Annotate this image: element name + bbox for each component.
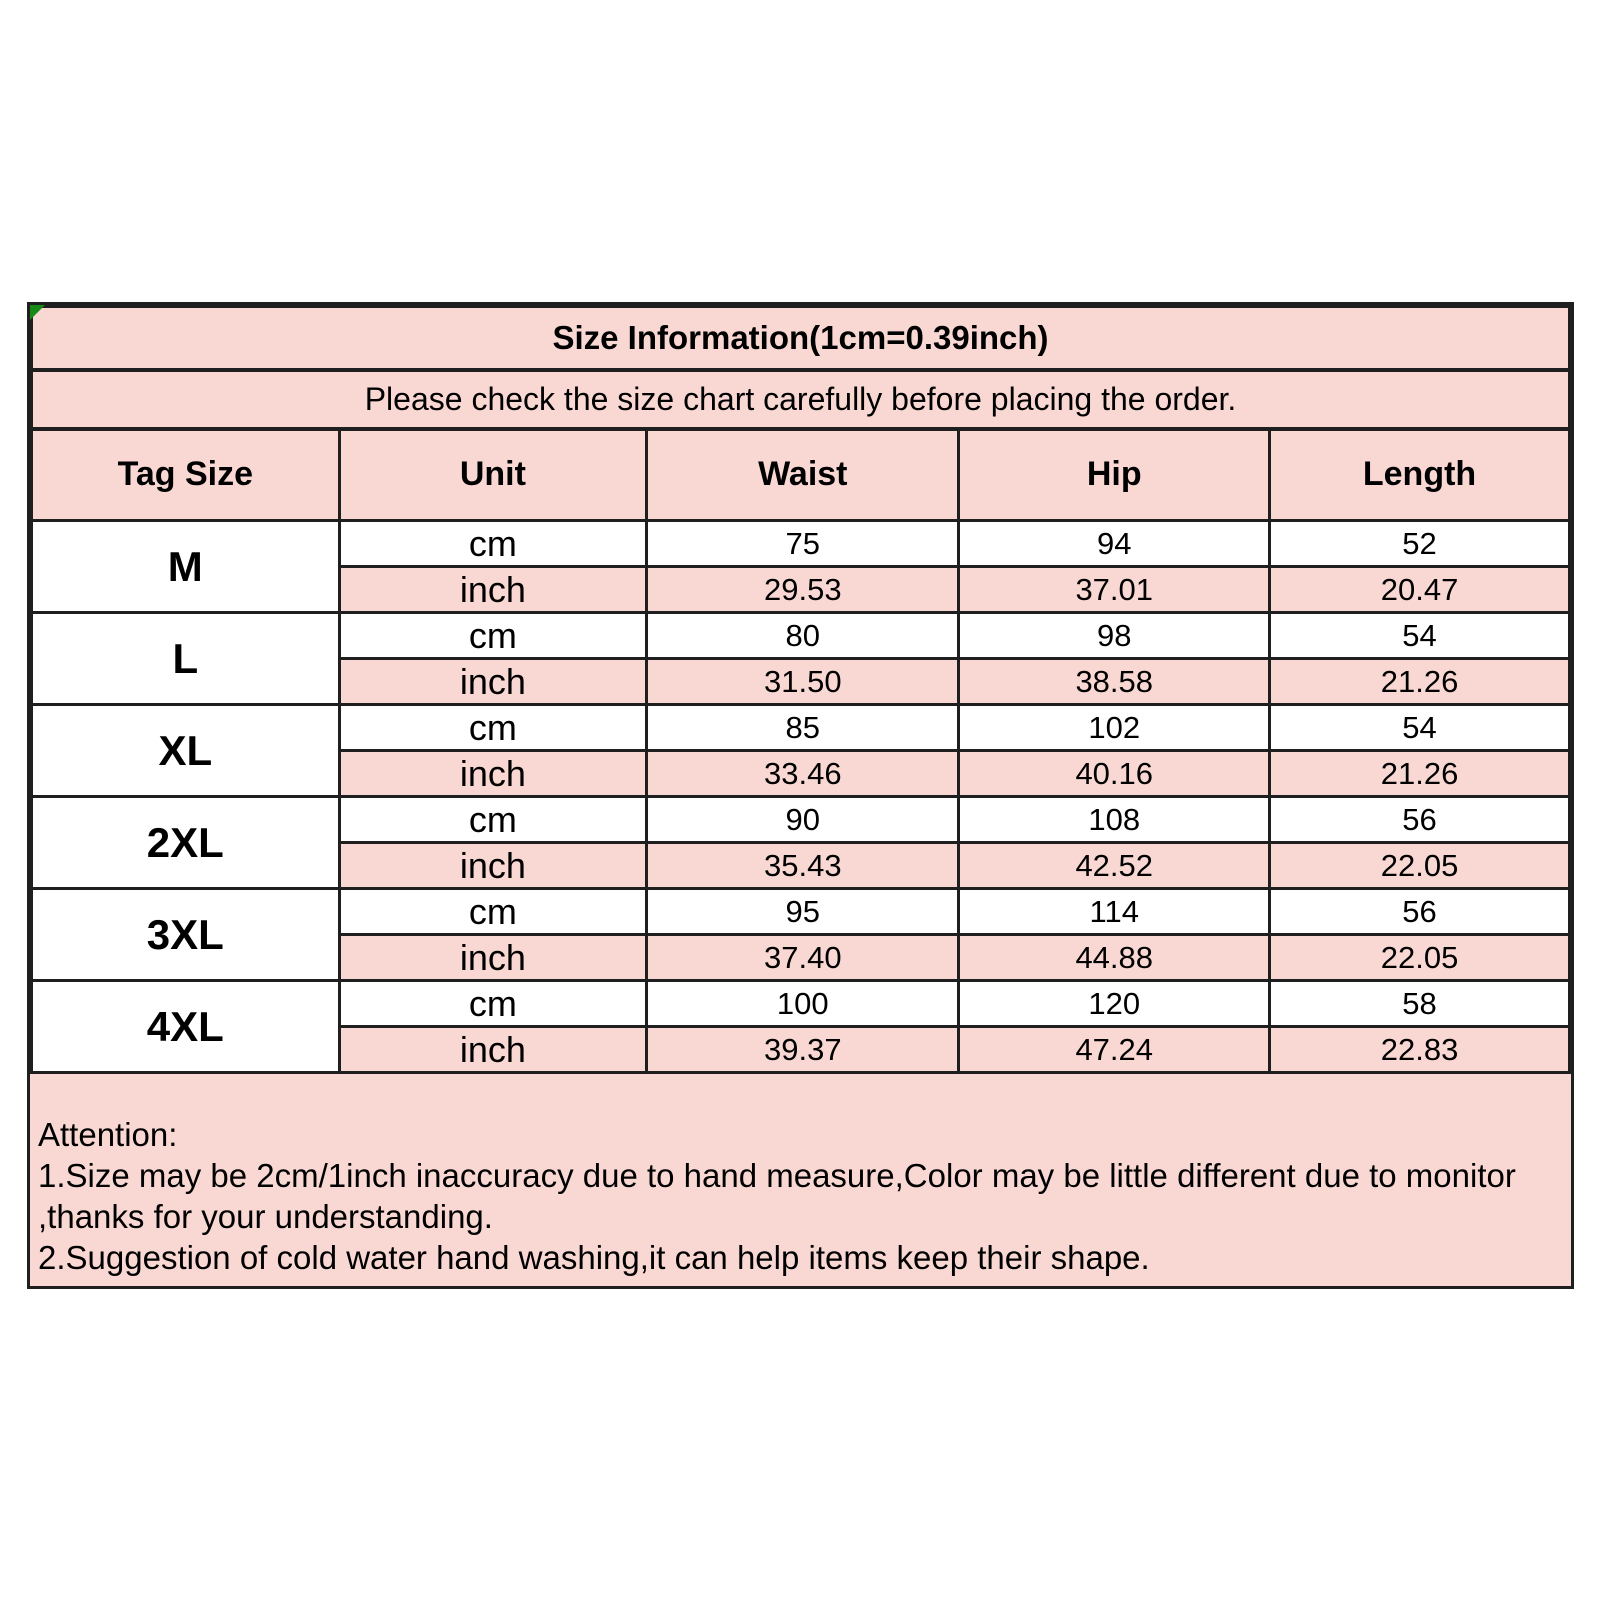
table-row-l-cm: [32, 613, 1570, 659]
unit-cell: cm: [339, 981, 647, 1027]
column-header-tag-size: Tag Size: [32, 429, 340, 521]
unit-cell: inch: [339, 659, 647, 705]
tag-size-cell: 3XL: [32, 889, 340, 981]
waist-value: 31.50: [647, 659, 959, 705]
table-title: Size Information(1cm=0.39inch): [32, 307, 1570, 370]
hip-value: 102: [959, 705, 1270, 751]
column-header-waist: Waist: [647, 429, 959, 521]
unit-cell: cm: [339, 889, 647, 935]
green-corner-marker-icon: [30, 305, 45, 320]
size-chart-table: [30, 305, 1571, 1074]
table-row-3xl-cm: [32, 889, 1570, 935]
column-header-unit: Unit: [339, 429, 647, 521]
waist-value: 29.53: [647, 567, 959, 613]
waist-value: 100: [647, 981, 959, 1027]
table-title-row: [32, 307, 1570, 370]
table-subtitle-row: [32, 370, 1570, 429]
hip-value: 47.24: [959, 1027, 1270, 1073]
attention-line-1: 1.Size may be 2cm/1inch inaccuracy due to hand measure,Color may be little different due to monitor: [38, 1157, 1516, 1194]
unit-cell: inch: [339, 1027, 647, 1073]
waist-value: 80: [647, 613, 959, 659]
unit-cell: inch: [339, 935, 647, 981]
tag-size-cell: L: [32, 613, 340, 705]
length-value: 20.47: [1270, 567, 1570, 613]
hip-value: 38.58: [959, 659, 1270, 705]
length-value: 52: [1270, 521, 1570, 567]
hip-value: 44.88: [959, 935, 1270, 981]
waist-value: 90: [647, 797, 959, 843]
length-value: 22.05: [1270, 935, 1570, 981]
length-value: 22.05: [1270, 843, 1570, 889]
length-value: 22.83: [1270, 1027, 1570, 1073]
attention-line-3: 2.Suggestion of cold water hand washing,it can help items keep their shape.: [38, 1239, 1150, 1276]
unit-cell: cm: [339, 705, 647, 751]
waist-value: 75: [647, 521, 959, 567]
waist-value: 39.37: [647, 1027, 959, 1073]
waist-value: 95: [647, 889, 959, 935]
unit-cell: cm: [339, 797, 647, 843]
hip-value: 98: [959, 613, 1270, 659]
length-value: 21.26: [1270, 659, 1570, 705]
waist-value: 85: [647, 705, 959, 751]
attention-note: [30, 1074, 1571, 1286]
table-subtitle: Please check the size chart carefully before placing the order.: [32, 370, 1570, 429]
hip-value: 37.01: [959, 567, 1270, 613]
unit-cell: inch: [339, 567, 647, 613]
hip-value: 94: [959, 521, 1270, 567]
table-row-m-cm: [32, 521, 1570, 567]
table-header-row: [32, 429, 1570, 521]
table-row-2xl-cm: [32, 797, 1570, 843]
column-header-length: Length: [1270, 429, 1570, 521]
tag-size-cell: M: [32, 521, 340, 613]
table-row-xl-cm: [32, 705, 1570, 751]
column-header-hip: Hip: [959, 429, 1270, 521]
hip-value: 114: [959, 889, 1270, 935]
hip-value: 40.16: [959, 751, 1270, 797]
table-row-4xl-cm: [32, 981, 1570, 1027]
length-value: 58: [1270, 981, 1570, 1027]
unit-cell: inch: [339, 843, 647, 889]
unit-cell: cm: [339, 613, 647, 659]
attention-line-2: ,thanks for your understanding.: [38, 1198, 493, 1235]
waist-value: 37.40: [647, 935, 959, 981]
tag-size-cell: XL: [32, 705, 340, 797]
length-value: 56: [1270, 797, 1570, 843]
waist-value: 35.43: [647, 843, 959, 889]
hip-value: 42.52: [959, 843, 1270, 889]
unit-cell: cm: [339, 521, 647, 567]
waist-value: 33.46: [647, 751, 959, 797]
attention-heading: Attention:: [38, 1116, 178, 1153]
length-value: 56: [1270, 889, 1570, 935]
size-chart-sheet: [27, 302, 1574, 1289]
length-value: 54: [1270, 613, 1570, 659]
hip-value: 120: [959, 981, 1270, 1027]
length-value: 21.26: [1270, 751, 1570, 797]
unit-cell: inch: [339, 751, 647, 797]
tag-size-cell: 2XL: [32, 797, 340, 889]
length-value: 54: [1270, 705, 1570, 751]
tag-size-cell: 4XL: [32, 981, 340, 1073]
hip-value: 108: [959, 797, 1270, 843]
